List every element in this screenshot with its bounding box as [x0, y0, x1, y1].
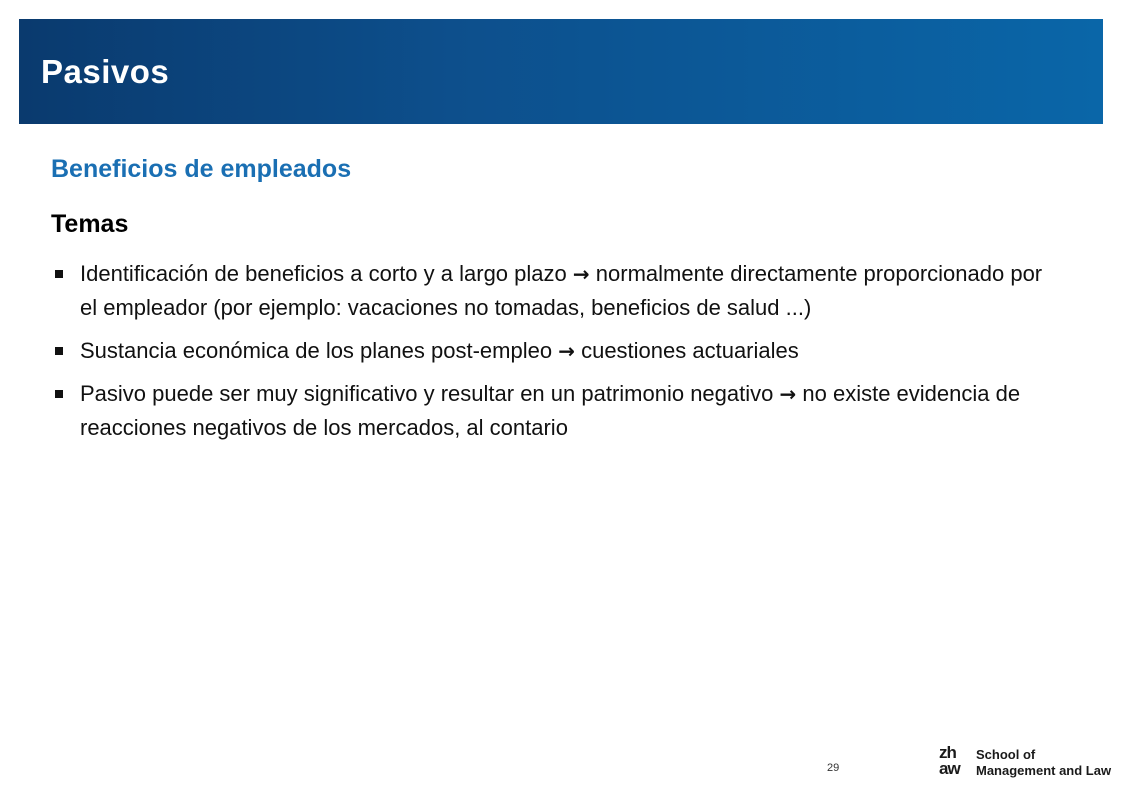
bullet-text: Sustancia económica de los planes post-empleo: [80, 338, 553, 363]
section-subtitle: Beneficios de empleados: [51, 155, 352, 183]
logo-mark-bottom: aw: [939, 759, 960, 778]
section-heading: Temas: [51, 210, 129, 238]
page-title: Pasivos: [41, 53, 170, 90]
bullet-square-icon: [55, 347, 63, 355]
bullet-text: Pasivo puede ser muy significativo y resultar en un patrimonio negativo: [80, 381, 774, 406]
bullet-item: [51, 377, 1051, 445]
zhaw-logo-icon: [939, 745, 971, 781]
bullet-text-continued: normalmente directamente proporcionado por el empleador (por ejemplo: vacaciones no tomadas, beneficios de salud ...): [80, 261, 1043, 320]
logo-text: [976, 747, 1111, 779]
page-number: 29: [827, 762, 840, 774]
bullet-item: [51, 334, 1051, 368]
school-logo: [939, 743, 1112, 781]
title-banner: [19, 19, 1103, 124]
bullet-list: [51, 257, 1051, 454]
arrow-right-icon: →: [558, 339, 575, 363]
bullet-square-icon: [55, 390, 63, 398]
bullet-text-continued: no existe evidencia de reacciones negativos de los mercados, al contario: [80, 381, 1021, 440]
bullet-square-icon: [55, 270, 63, 278]
logo-line-2: Management and Law: [976, 763, 1112, 778]
bullet-item: [51, 257, 1051, 325]
bullet-text-continued: cuestiones actuariales: [581, 338, 799, 363]
logo-line-1: School of: [976, 747, 1036, 762]
bullet-text: Identificación de beneficios a corto y a largo plazo: [80, 261, 567, 286]
arrow-right-icon: →: [572, 262, 590, 286]
logo-mark-top: zh: [939, 743, 956, 762]
arrow-right-icon: →: [779, 382, 797, 406]
